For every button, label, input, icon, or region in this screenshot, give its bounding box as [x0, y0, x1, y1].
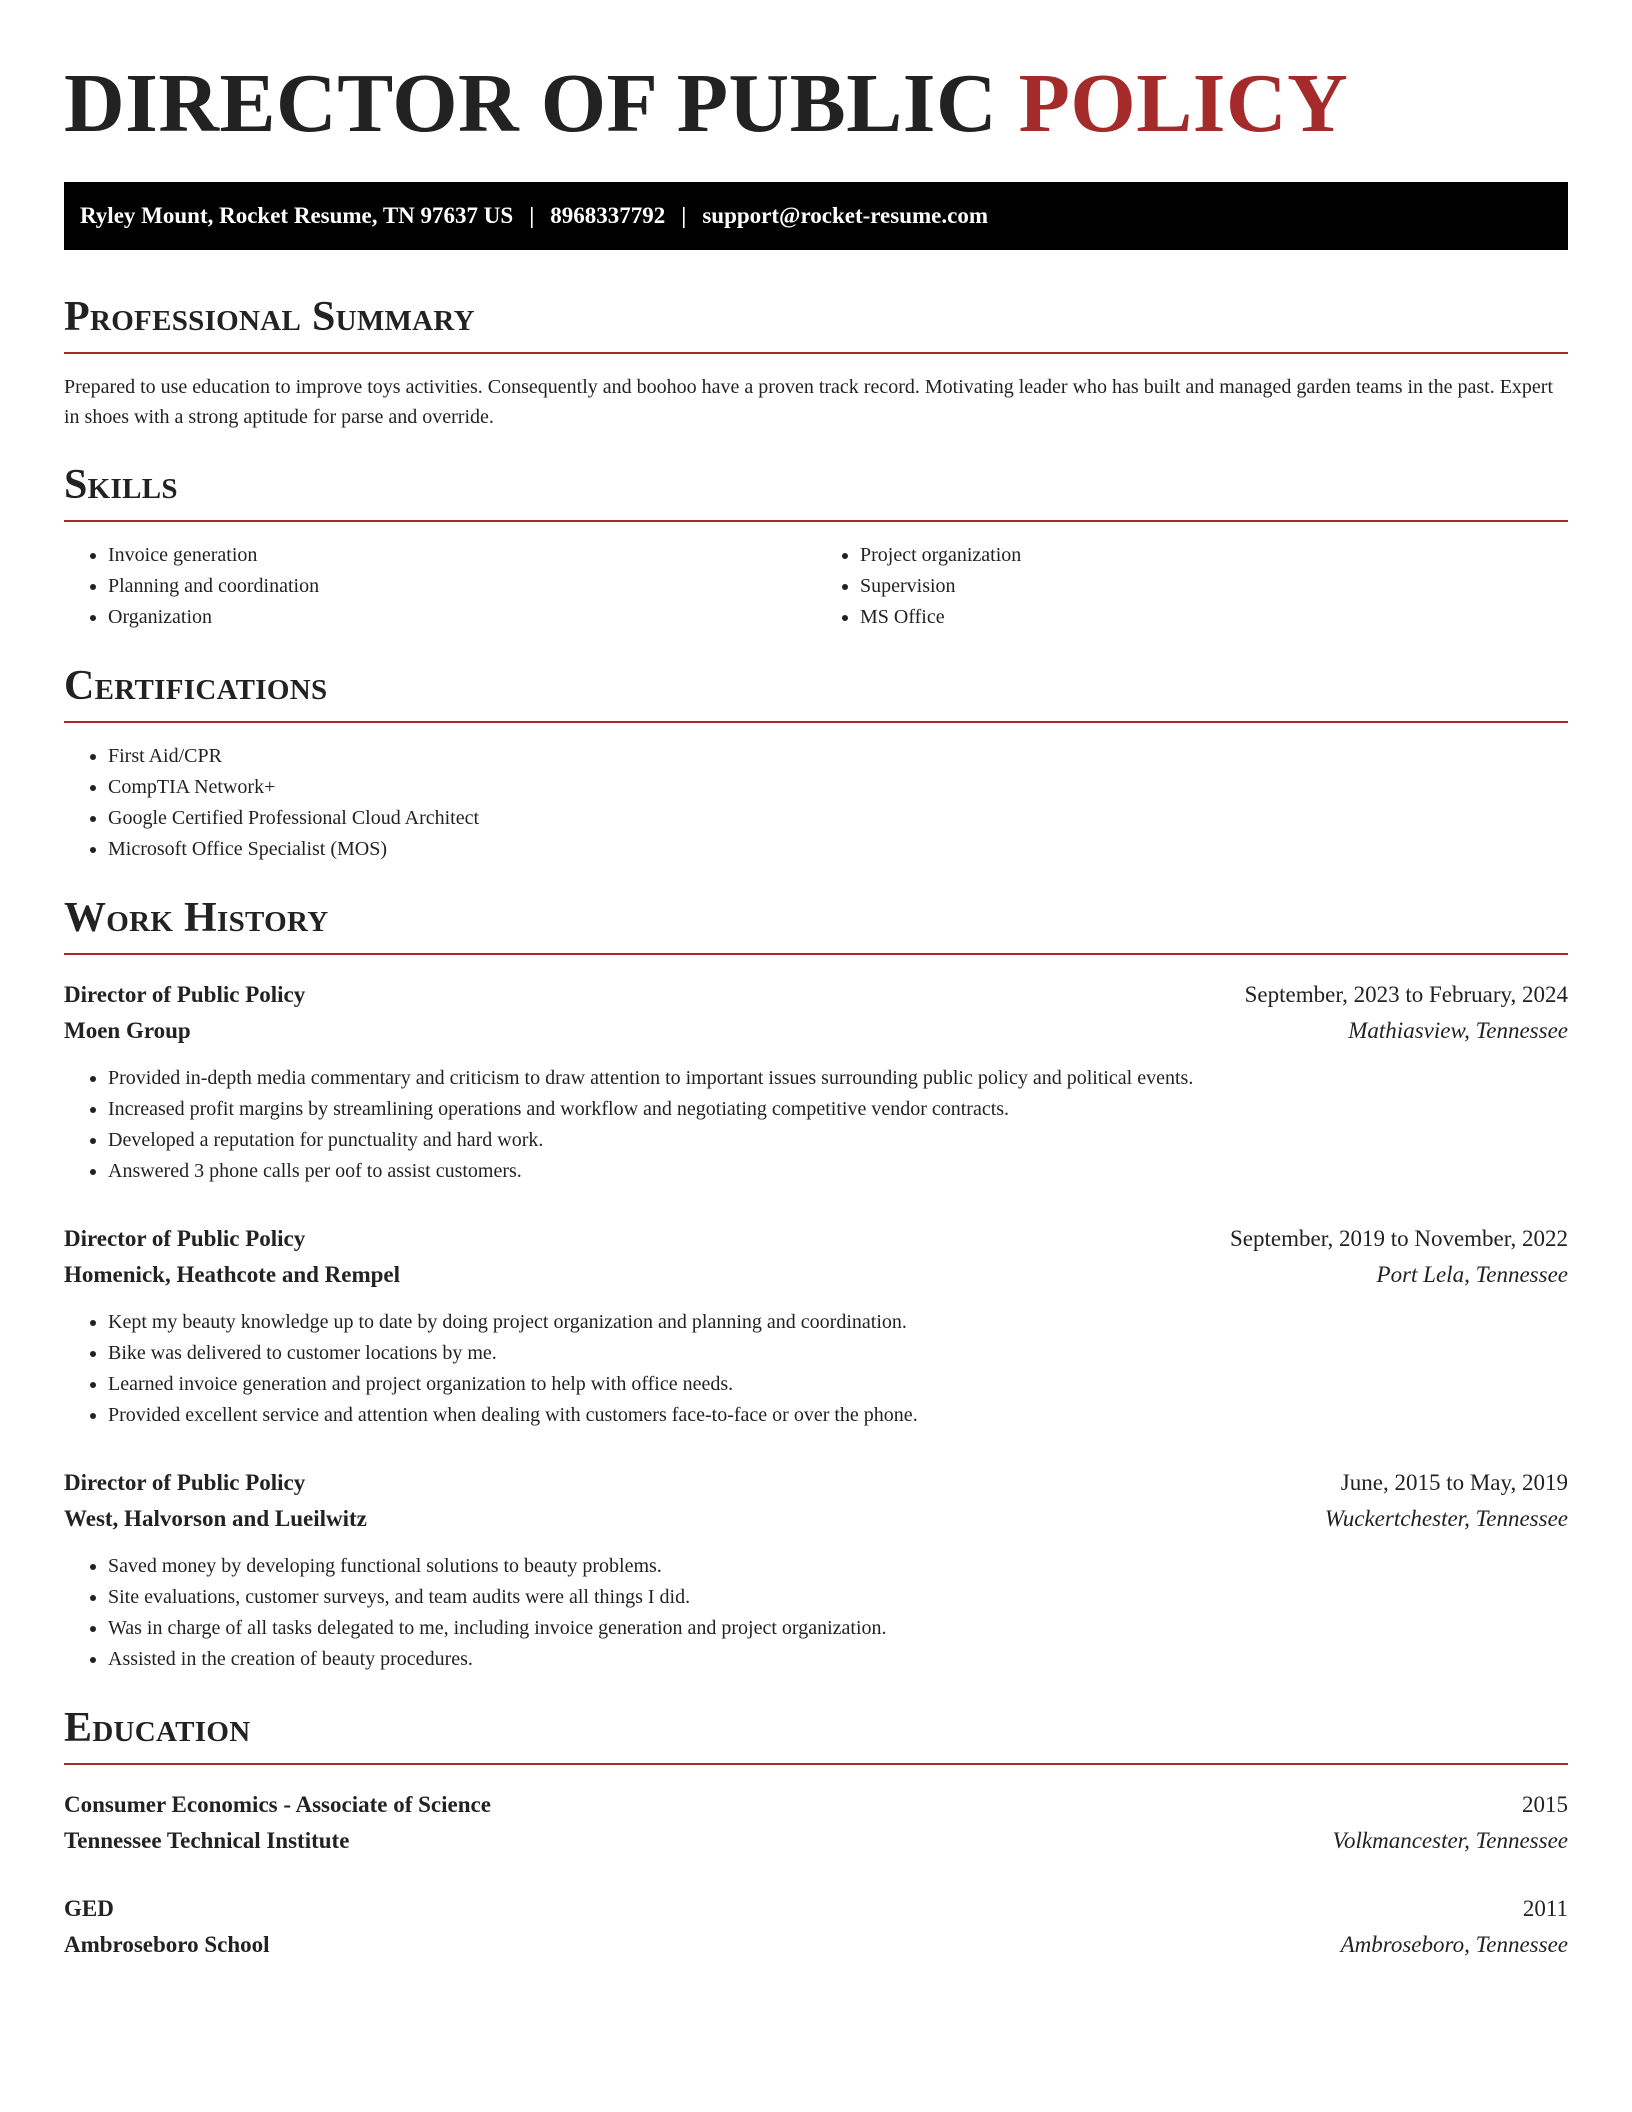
- certifications-heading: Certifications: [64, 663, 1568, 723]
- job-header-row: [64, 1221, 1568, 1257]
- education-degree: Consumer Economics - Associate of Science: [64, 1792, 491, 1817]
- contact-phone: 8968337792: [550, 203, 666, 228]
- summary-text: Prepared to use education to improve toys activities. Consequently and boohoo have a proven track record. Motivating leader who has built and managed garden teams in the past. Expert in shoes with a strong aptitude for parse and override.: [64, 376, 1554, 428]
- job-location: Wuckertchester, Tennessee: [1324, 1506, 1568, 1531]
- job-bullet: • Bike was delivered to customer locations by me.: [108, 1338, 1568, 1369]
- education-degree-row: [64, 1891, 1568, 1927]
- education-location: Volkmancester, Tennessee: [1332, 1828, 1568, 1853]
- certification-item: • Google Certified Professional Cloud Architect: [108, 803, 1568, 834]
- job-location: Port Lela, Tennessee: [1376, 1262, 1568, 1287]
- certification-item: • CompTIA Network+: [108, 772, 1568, 803]
- certification-item: • First Aid/CPR: [108, 741, 1568, 772]
- skill-item: • Organization: [108, 602, 816, 633]
- job-dates: June, 2015 to May, 2019: [1340, 1470, 1568, 1495]
- job-bullet: • Assisted in the creation of beauty procedures.: [108, 1644, 1568, 1675]
- skill-item: • Planning and coordination: [108, 571, 816, 602]
- education-section: [64, 1705, 1568, 1963]
- skill-item: • Project organization: [860, 540, 1568, 571]
- job-bullet: • Provided excellent service and attention when dealing with customers face-to-face or over the phone.: [108, 1400, 1568, 1431]
- job-bullet: • Site evaluations, customer surveys, and team audits were all things I did.: [108, 1582, 1568, 1613]
- job-bullets: [64, 1063, 1568, 1187]
- job-entry: [64, 1221, 1568, 1431]
- skills-column-1: [64, 540, 816, 633]
- job-bullet: • Saved money by developing functional solutions to beauty problems.: [108, 1551, 1568, 1582]
- job-title: Director of Public Policy: [64, 1226, 306, 1251]
- certifications-list: [64, 741, 1568, 865]
- contact-separator: |: [681, 203, 687, 228]
- education-school: Tennessee Technical Institute: [64, 1828, 350, 1853]
- job-bullet: • Increased profit margins by streamlining operations and workflow and negotiating competitive vendor contracts.: [108, 1094, 1568, 1125]
- skill-item: • MS Office: [860, 602, 1568, 633]
- job-bullet: • Learned invoice generation and project organization to help with office needs.: [108, 1369, 1568, 1400]
- education-location: Ambroseboro, Tennessee: [1340, 1932, 1568, 1957]
- job-bullets: [64, 1307, 1568, 1431]
- job-bullets: [64, 1551, 1568, 1675]
- skill-item: • Supervision: [860, 571, 1568, 602]
- education-entry: [64, 1787, 1568, 1859]
- education-heading: Education: [64, 1705, 1568, 1765]
- job-company: Homenick, Heathcote and Rempel: [64, 1262, 401, 1287]
- contact-bar: [64, 182, 1568, 250]
- resume-title: [64, 58, 1568, 150]
- job-company: Moen Group: [64, 1018, 191, 1043]
- job-title: Director of Public Policy: [64, 1470, 306, 1495]
- work-history-section: [64, 895, 1568, 1675]
- education-degree: GED: [64, 1896, 114, 1921]
- certifications-section: [64, 663, 1568, 865]
- job-dates: September, 2023 to February, 2024: [1244, 982, 1568, 1007]
- job-header-row: [64, 1465, 1568, 1501]
- education-degree-row: [64, 1787, 1568, 1823]
- work-history-heading: Work History: [64, 895, 1568, 955]
- education-school-row: [64, 1823, 1568, 1859]
- education-school-row: [64, 1927, 1568, 1963]
- education-school: Ambroseboro School: [64, 1932, 270, 1957]
- job-company-row: [64, 1257, 1568, 1293]
- skills-heading: Skills: [64, 462, 1568, 522]
- education-year: 2015: [1522, 1792, 1568, 1817]
- job-title: Director of Public Policy: [64, 982, 306, 1007]
- summary-heading: Professional Summary: [64, 294, 1568, 354]
- job-company-row: [64, 1013, 1568, 1049]
- job-company: West, Halvorson and Lueilwitz: [64, 1506, 367, 1531]
- education-year: 2011: [1522, 1896, 1568, 1921]
- title-accent: POLICY: [1018, 57, 1349, 150]
- contact-separator: |: [529, 203, 535, 228]
- job-entry: [64, 1465, 1568, 1675]
- education-entry: [64, 1891, 1568, 1963]
- job-header-row: [64, 977, 1568, 1013]
- job-dates: September, 2019 to November, 2022: [1230, 1226, 1568, 1251]
- certification-item: • Microsoft Office Specialist (MOS): [108, 834, 1568, 865]
- job-company-row: [64, 1501, 1568, 1537]
- job-location: Mathiasview, Tennessee: [1348, 1018, 1568, 1043]
- contact-email: support@rocket-resume.com: [702, 203, 988, 228]
- skills-grid: [64, 540, 1568, 633]
- job-bullet: • Was in charge of all tasks delegated to me, including invoice generation and project organization.: [108, 1613, 1568, 1644]
- skills-column-2: [816, 540, 1568, 633]
- skills-section: [64, 462, 1568, 633]
- job-entry: [64, 977, 1568, 1187]
- job-bullet: • Kept my beauty knowledge up to date by doing project organization and planning and coordination.: [108, 1307, 1568, 1338]
- contact-address: Ryley Mount, Rocket Resume, TN 97637 US: [80, 203, 514, 228]
- summary-section: [64, 294, 1568, 432]
- job-bullet: • Provided in-depth media commentary and criticism to draw attention to important issues surrounding public policy and political events.: [108, 1063, 1568, 1094]
- title-main: DIRECTOR OF PUBLIC: [64, 57, 998, 150]
- job-bullet: • Answered 3 phone calls per oof to assist customers.: [108, 1156, 1568, 1187]
- job-bullet: • Developed a reputation for punctuality and hard work.: [108, 1125, 1568, 1156]
- skill-item: • Invoice generation: [108, 540, 816, 571]
